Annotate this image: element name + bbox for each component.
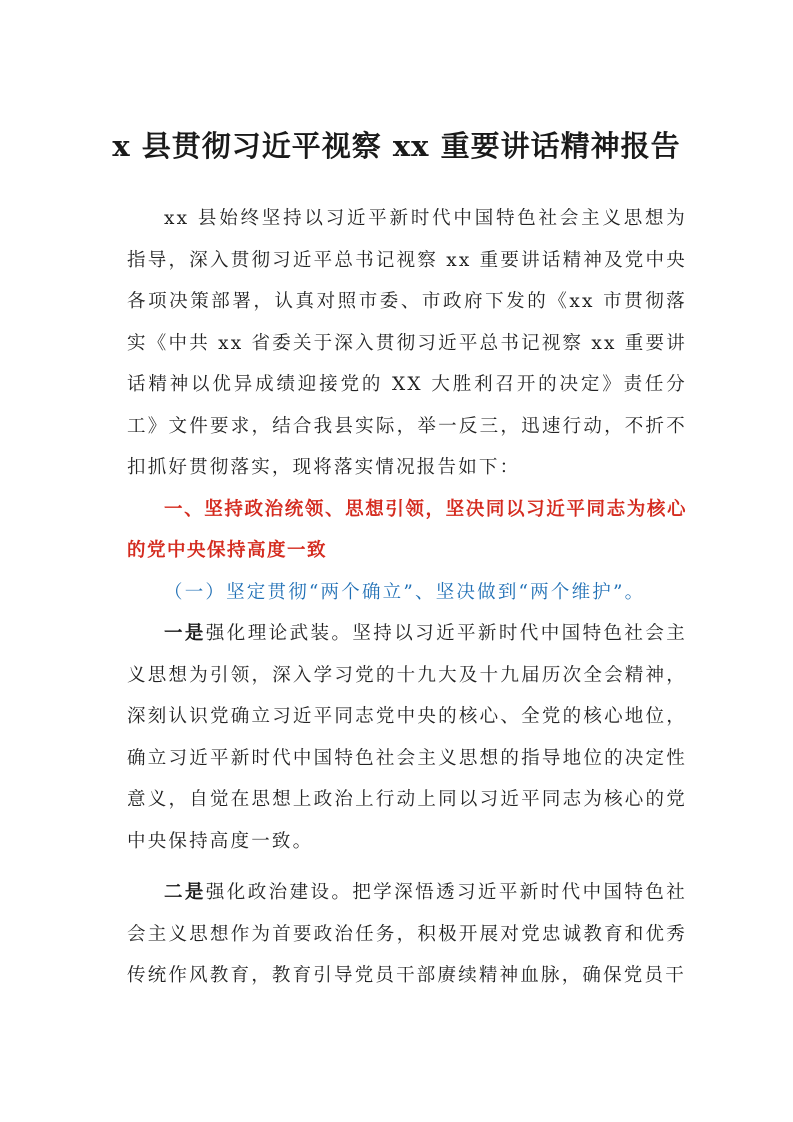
document-title: x 县贯彻习近平视察 xx 重要讲话精神报告 bbox=[112, 129, 681, 163]
document-body bbox=[127, 198, 687, 997]
subsection-heading-1: （一）坚定贯彻“两个确立”、坚决做到“两个维护”。 bbox=[164, 581, 646, 603]
intro-paragraph: xx 县始终坚持以习近平新时代中国特色社会主义思想为指导，深入贯彻习近平总书记视察 xx 重要讲话精神及党中央各项决策部署，认真对照市委、市政府下发的《xx 市贯彻落实《中共 xx 省委关于深入贯彻习近平总书记视察 xx 重要讲话精神以优异成绩迎接党的 XX 大胜利召开的决定》责任分工》文件要求，结合我县实际，举一反三，迅速行动，不折不扣抓好贯彻落实，现将落实情况报告如下： bbox=[127, 208, 687, 478]
paragraph-gap bbox=[127, 862, 687, 872]
paragraph-2 bbox=[127, 872, 687, 997]
paragraph-1-text: 强化理论武装。坚持以习近平新时代中国特色社会主义思想为引领，深入学习党的十九大及十九届历次全会精神，深刻认识党确立习近平同志党中央的核心、全党的核心地位，确立习近平新时代中国特色社会主义思想的指导地位的决定性意义，自觉在思想上政治上行动上同以习近平同志为核心的党中央保持高度一致。 bbox=[127, 623, 687, 852]
section-heading-1: 一、坚持政治统领、思想引领，坚决同以习近平同志为核心的党中央保持高度一致 bbox=[127, 498, 687, 561]
paragraph-2-text: 强化政治建设。把学深悟透习近平新时代中国特色社会主义思想作为首要政治任务，积极开展对党忠诚教育和优秀传统作风教育，教育引导党员干部赓续精神血脉，确保党员干 bbox=[127, 882, 687, 986]
paragraph-1-lead: 一是 bbox=[164, 623, 206, 644]
paragraph-2-lead: 二是 bbox=[164, 882, 206, 903]
paragraph-1 bbox=[127, 613, 687, 862]
